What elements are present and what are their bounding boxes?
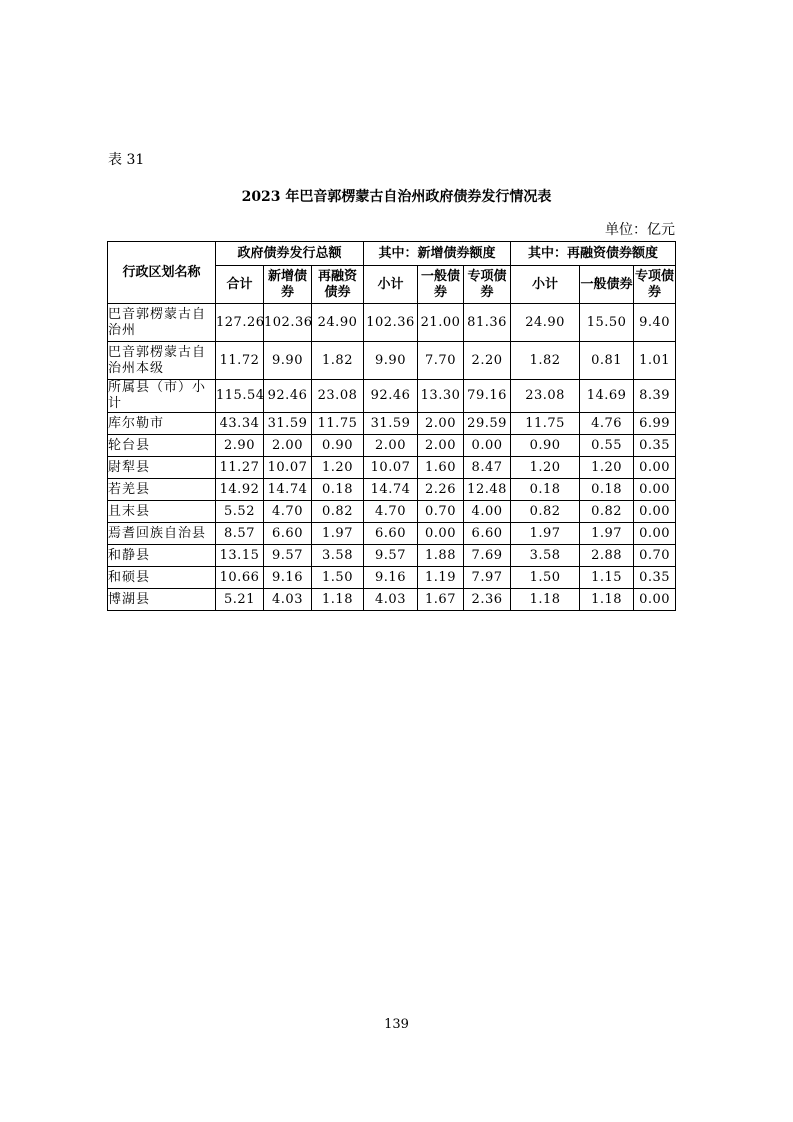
value-cell: 1.01 bbox=[634, 342, 676, 380]
region-name-cell: 和静县 bbox=[108, 545, 216, 567]
header-total-sum: 合计 bbox=[216, 266, 264, 304]
value-cell: 1.60 bbox=[418, 457, 464, 479]
table-row bbox=[108, 342, 676, 380]
value-cell: 4.03 bbox=[264, 589, 312, 611]
value-cell: 11.75 bbox=[511, 413, 580, 435]
table-row bbox=[108, 523, 676, 545]
unit-label: 单位：亿元 bbox=[605, 222, 675, 238]
header-new-general: 一般债券 bbox=[418, 266, 464, 304]
value-cell: 7.69 bbox=[464, 545, 511, 567]
value-cell: 13.15 bbox=[216, 545, 264, 567]
value-cell: 8.57 bbox=[216, 523, 264, 545]
value-cell: 14.69 bbox=[580, 380, 634, 413]
header-total-new: 新增债券 bbox=[264, 266, 312, 304]
value-cell: 127.26 bbox=[216, 304, 264, 342]
value-cell: 0.00 bbox=[634, 457, 676, 479]
value-cell: 23.08 bbox=[511, 380, 580, 413]
value-cell: 0.70 bbox=[418, 501, 464, 523]
value-cell: 0.00 bbox=[634, 501, 676, 523]
table-row bbox=[108, 567, 676, 589]
value-cell: 23.08 bbox=[312, 380, 364, 413]
value-cell: 2.36 bbox=[464, 589, 511, 611]
header-total-refi: 再融资债券 bbox=[312, 266, 364, 304]
value-cell: 0.82 bbox=[511, 501, 580, 523]
region-name-cell: 轮台县 bbox=[108, 435, 216, 457]
value-cell: 4.70 bbox=[264, 501, 312, 523]
header-refi-general: 一般债券 bbox=[580, 266, 634, 304]
value-cell: 4.00 bbox=[464, 501, 511, 523]
value-cell: 9.57 bbox=[264, 545, 312, 567]
value-cell: 14.74 bbox=[364, 479, 418, 501]
value-cell: 10.07 bbox=[264, 457, 312, 479]
page-number: 139 bbox=[384, 1017, 409, 1032]
value-cell: 1.20 bbox=[511, 457, 580, 479]
value-cell: 81.36 bbox=[464, 304, 511, 342]
value-cell: 4.70 bbox=[364, 501, 418, 523]
value-cell: 0.18 bbox=[312, 479, 364, 501]
value-cell: 0.35 bbox=[634, 567, 676, 589]
value-cell: 1.20 bbox=[580, 457, 634, 479]
table-row bbox=[108, 589, 676, 611]
value-cell: 0.35 bbox=[634, 435, 676, 457]
value-cell: 79.16 bbox=[464, 380, 511, 413]
table-body bbox=[108, 304, 676, 611]
value-cell: 1.18 bbox=[511, 589, 580, 611]
value-cell: 1.97 bbox=[312, 523, 364, 545]
value-cell: 1.97 bbox=[580, 523, 634, 545]
value-cell: 7.70 bbox=[418, 342, 464, 380]
table-row bbox=[108, 479, 676, 501]
value-cell: 92.46 bbox=[364, 380, 418, 413]
table-row bbox=[108, 501, 676, 523]
value-cell: 29.59 bbox=[464, 413, 511, 435]
value-cell: 3.58 bbox=[511, 545, 580, 567]
value-cell: 0.00 bbox=[634, 479, 676, 501]
value-cell: 0.90 bbox=[312, 435, 364, 457]
page-title: 2023 年巴音郭楞蒙古自治州政府债券发行情况表 bbox=[241, 189, 552, 205]
region-name-cell: 尉犁县 bbox=[108, 457, 216, 479]
value-cell: 5.21 bbox=[216, 589, 264, 611]
value-cell: 1.67 bbox=[418, 589, 464, 611]
value-cell: 14.74 bbox=[264, 479, 312, 501]
value-cell: 5.52 bbox=[216, 501, 264, 523]
value-cell: 6.60 bbox=[364, 523, 418, 545]
value-cell: 1.19 bbox=[418, 567, 464, 589]
value-cell: 2.88 bbox=[580, 545, 634, 567]
header-group-refi: 其中：再融资债券额度 bbox=[511, 242, 676, 266]
region-name-cell: 和硕县 bbox=[108, 567, 216, 589]
value-cell: 24.90 bbox=[511, 304, 580, 342]
value-cell: 0.82 bbox=[580, 501, 634, 523]
value-cell: 0.81 bbox=[580, 342, 634, 380]
value-cell: 1.82 bbox=[511, 342, 580, 380]
value-cell: 0.82 bbox=[312, 501, 364, 523]
value-cell: 9.90 bbox=[364, 342, 418, 380]
value-cell: 0.70 bbox=[634, 545, 676, 567]
value-cell: 9.16 bbox=[264, 567, 312, 589]
region-name-cell: 巴音郭楞蒙古自治州 bbox=[108, 304, 216, 342]
value-cell: 0.90 bbox=[511, 435, 580, 457]
value-cell: 8.47 bbox=[464, 457, 511, 479]
value-cell: 2.00 bbox=[264, 435, 312, 457]
value-cell: 4.03 bbox=[364, 589, 418, 611]
table-row bbox=[108, 435, 676, 457]
value-cell: 10.07 bbox=[364, 457, 418, 479]
region-name-cell: 焉耆回族自治县 bbox=[108, 523, 216, 545]
region-name-cell: 若羌县 bbox=[108, 479, 216, 501]
value-cell: 1.97 bbox=[511, 523, 580, 545]
header-region: 行政区划名称 bbox=[108, 242, 216, 304]
header-group-new: 其中：新增债券额度 bbox=[364, 242, 511, 266]
table-row bbox=[108, 545, 676, 567]
value-cell: 8.39 bbox=[634, 380, 676, 413]
value-cell: 1.50 bbox=[312, 567, 364, 589]
table-row bbox=[108, 304, 676, 342]
value-cell: 9.57 bbox=[364, 545, 418, 567]
header-new-subtotal: 小计 bbox=[364, 266, 418, 304]
value-cell: 9.40 bbox=[634, 304, 676, 342]
value-cell: 43.34 bbox=[216, 413, 264, 435]
value-cell: 1.15 bbox=[580, 567, 634, 589]
value-cell: 7.97 bbox=[464, 567, 511, 589]
header-refi-subtotal: 小计 bbox=[511, 266, 580, 304]
value-cell: 0.18 bbox=[511, 479, 580, 501]
value-cell: 2.00 bbox=[418, 413, 464, 435]
value-cell: 11.27 bbox=[216, 457, 264, 479]
value-cell: 1.18 bbox=[312, 589, 364, 611]
value-cell: 4.76 bbox=[580, 413, 634, 435]
value-cell: 12.48 bbox=[464, 479, 511, 501]
value-cell: 31.59 bbox=[264, 413, 312, 435]
value-cell: 0.00 bbox=[634, 589, 676, 611]
value-cell: 92.46 bbox=[264, 380, 312, 413]
value-cell: 9.16 bbox=[364, 567, 418, 589]
region-name-cell: 所属县（市）小计 bbox=[108, 380, 216, 413]
value-cell: 6.60 bbox=[264, 523, 312, 545]
region-name-cell: 巴音郭楞蒙古自治州本级 bbox=[108, 342, 216, 380]
value-cell: 0.55 bbox=[580, 435, 634, 457]
value-cell: 1.20 bbox=[312, 457, 364, 479]
header-refi-special: 专项债券 bbox=[634, 266, 676, 304]
value-cell: 10.66 bbox=[216, 567, 264, 589]
value-cell: 2.00 bbox=[418, 435, 464, 457]
header-group-total: 政府债券发行总额 bbox=[216, 242, 364, 266]
region-name-cell: 博湖县 bbox=[108, 589, 216, 611]
value-cell: 21.00 bbox=[418, 304, 464, 342]
value-cell: 2.26 bbox=[418, 479, 464, 501]
header-new-special: 专项债券 bbox=[464, 266, 511, 304]
value-cell: 1.50 bbox=[511, 567, 580, 589]
debt-issuance-table bbox=[107, 241, 676, 611]
value-cell: 102.36 bbox=[364, 304, 418, 342]
value-cell: 2.00 bbox=[364, 435, 418, 457]
value-cell: 24.90 bbox=[312, 304, 364, 342]
value-cell: 0.00 bbox=[418, 523, 464, 545]
value-cell: 6.99 bbox=[634, 413, 676, 435]
table-row bbox=[108, 457, 676, 479]
value-cell: 31.59 bbox=[364, 413, 418, 435]
value-cell: 6.60 bbox=[464, 523, 511, 545]
value-cell: 3.58 bbox=[312, 545, 364, 567]
table-label: 表 31 bbox=[108, 152, 145, 168]
value-cell: 15.50 bbox=[580, 304, 634, 342]
region-name-cell: 库尔勒市 bbox=[108, 413, 216, 435]
table-row bbox=[108, 380, 676, 413]
value-cell: 115.54 bbox=[216, 380, 264, 413]
value-cell: 9.90 bbox=[264, 342, 312, 380]
value-cell: 1.82 bbox=[312, 342, 364, 380]
region-name-cell: 且末县 bbox=[108, 501, 216, 523]
table-row bbox=[108, 413, 676, 435]
value-cell: 11.72 bbox=[216, 342, 264, 380]
value-cell: 0.00 bbox=[464, 435, 511, 457]
value-cell: 1.18 bbox=[580, 589, 634, 611]
value-cell: 14.92 bbox=[216, 479, 264, 501]
value-cell: 2.20 bbox=[464, 342, 511, 380]
value-cell: 2.90 bbox=[216, 435, 264, 457]
value-cell: 0.00 bbox=[634, 523, 676, 545]
value-cell: 11.75 bbox=[312, 413, 364, 435]
value-cell: 0.18 bbox=[580, 479, 634, 501]
value-cell: 13.30 bbox=[418, 380, 464, 413]
value-cell: 102.36 bbox=[264, 304, 312, 342]
value-cell: 1.88 bbox=[418, 545, 464, 567]
